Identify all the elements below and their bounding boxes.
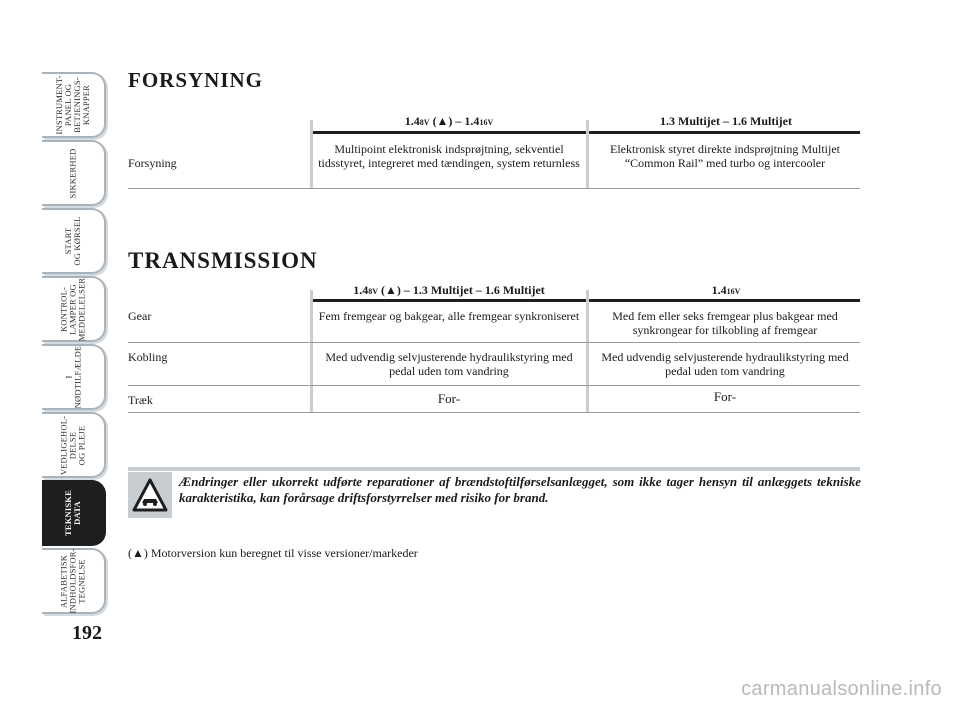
tab-kontrollamper[interactable] [42, 276, 106, 342]
engine-label: (▲) – 1.3 Multijet – 1.6 Multijet [377, 283, 545, 297]
tab-label: START OG KØRSEL [63, 216, 82, 266]
footnote: (▲) Motorversion kun beregnet til visse versioner/markeder [128, 546, 418, 560]
tab-start[interactable] [42, 208, 106, 274]
watermark: carmanualsonline.info [741, 678, 942, 700]
transmission-col2-header [592, 283, 860, 298]
row-divider [128, 188, 860, 189]
column-bar [310, 290, 313, 412]
engine-label: 1.4 [404, 114, 420, 128]
column-bar [310, 120, 313, 188]
warning-text: Ændringer eller ukorrekt udførte reparationer af brændstoftilførselsanlægget, som ikke tager hensyn til anlæggets tekniske karakteristika, kan forårsage driftsforstyrrelser med risiko for brand. [179, 474, 861, 505]
row-label-forsyning: Forsyning [128, 156, 177, 170]
engine-label: (▲) – 1.4 [429, 114, 480, 128]
warning-icon-box [128, 472, 172, 518]
tab-label: ALFABETISK INDHOLDSFOR- TEGNELSE [58, 547, 87, 613]
row-label-kobling: Kobling [128, 350, 168, 364]
row-divider [128, 342, 860, 343]
engine-suffix: 16V [726, 287, 741, 296]
traek-col2-value: For- [713, 389, 737, 404]
tab-noedtilfaelde[interactable] [42, 344, 106, 410]
forsyning-col2-value: Elektronisk styret direkte indsprøjtning Multijet “Common Rail” med turbo og intercooler [610, 142, 840, 170]
engine-suffix: 16V [479, 118, 494, 127]
engine-suffix: 8V [419, 118, 430, 127]
forsyning-col2-header: 1.3 Multijet – 1.6 Multijet [660, 114, 792, 128]
tab-label: KONTROL- LAMPER OG MEDDELELSER [58, 277, 87, 341]
transmission-col1-header [312, 283, 586, 298]
column-bar [586, 120, 589, 188]
tab-tekniske-data[interactable] [42, 480, 106, 546]
row-label-gear: Gear [128, 309, 152, 323]
tab-label: VEDLIGEHOL- DELSE OG PLEJE [58, 415, 87, 475]
kobling-col1-value: Med udvendig selvjusterende hydraulikstyring med pedal uden tom vandring [325, 350, 573, 378]
tab-label: SIKKERHED [67, 148, 78, 198]
tab-label: TEKNISKE DATA [63, 490, 82, 537]
row-divider [128, 385, 860, 386]
row-divider [128, 412, 860, 413]
section-title-transmission: TRANSMISSION [128, 248, 318, 273]
tab-instrumentpanel[interactable] [42, 72, 106, 138]
page-number: 192 [72, 622, 102, 644]
tab-label: I NØDTILFÆLDE [63, 345, 83, 409]
tab-alfabetisk-indhold[interactable] [42, 548, 106, 614]
gear-col2-value: Med fem eller seks fremgear plus bakgear med synkrongear for tilkobling af fremgear [612, 309, 838, 337]
tab-sikkerhed[interactable] [42, 140, 106, 206]
row-label-traek: Træk [128, 393, 153, 407]
column-bar [586, 290, 589, 412]
forsyning-col1-header [312, 114, 586, 129]
engine-suffix: 8V [368, 287, 378, 296]
kobling-col2-value: Med udvendig selvjusterende hydraulikstyring med pedal uden tom vandring [601, 350, 849, 378]
warning-triangle-icon [131, 477, 169, 513]
section-title-forsyning: FORSYNING [128, 68, 264, 92]
gear-col1-value: Fem fremgear og bakgear, alle fremgear synkroniseret [318, 309, 580, 323]
warning-rule [128, 467, 860, 471]
engine-label: 1.4 [353, 283, 369, 297]
forsyning-col1-value: Multipoint elektronisk indsprøjtning, sekventiel tidsstyret, integreret med tændingen, system returnless [318, 142, 580, 170]
engine-label: 1.4 [711, 283, 727, 297]
tab-label: INSTRUMENT- PANEL OG BETJENINGS- KNAPPER [54, 75, 91, 135]
tab-vedligeholdelse[interactable] [42, 412, 106, 478]
traek-col1-value: For- [437, 391, 461, 406]
